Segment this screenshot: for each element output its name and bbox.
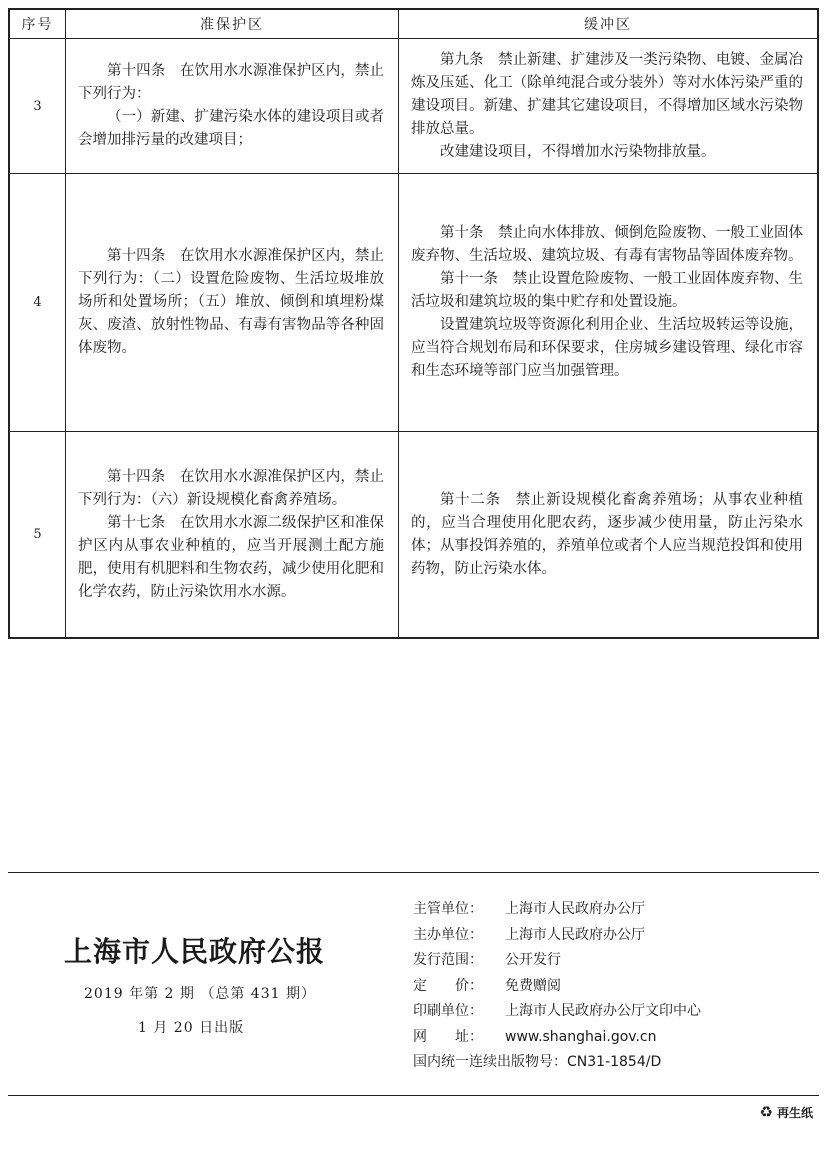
row-number: 3: [10, 39, 66, 173]
info-label: 发行范围：: [413, 952, 483, 968]
info-line: [413, 897, 701, 923]
paragraph: 第九条 禁止新建、扩建涉及一类污染物、电镀、金属冶炼及压延、化工（除单纯混合或分装外）等对水体污染严重的建设项目。新建、扩建其它建设项目，不得增加区域水污染物排放总量。: [411, 51, 803, 137]
publication-date: 1 月 20 日出版: [138, 1020, 245, 1036]
info-value: 公开发行: [505, 952, 561, 968]
info-line: [413, 1025, 701, 1051]
buffer-zone-cell: [399, 174, 817, 431]
recycled-label: 再生纸: [776, 1106, 813, 1120]
recycle-icon: ♻: [759, 1103, 773, 1121]
info-label: 定 价：: [413, 977, 483, 994]
paragraph: 第十四条 在饮用水水源准保护区内，禁止下列行为：（二）设置危险废物、生活垃圾堆放场所和处置场所；（五）堆放、倾倒和填埋粉煤灰、废渣、放射性物品、有毒有害物品等各种固体废物。: [78, 248, 384, 356]
paragraph: 改建建设项目，不得增加水污染物排放量。: [440, 143, 716, 160]
paragraph: 第十四条 在饮用水水源准保护区内，禁止下列行为：: [78, 63, 384, 102]
regulation-table: [8, 8, 819, 639]
protection-zone-cell: [66, 432, 399, 637]
info-value: CN31-1854/D: [567, 1054, 662, 1070]
header-buffer-zone: 缓冲区: [584, 17, 632, 33]
paragraph: （一）新建、扩建污染水体的建设项目或者会增加排污量的改建项目；: [78, 109, 384, 148]
info-line: [413, 1050, 701, 1076]
info-line: [413, 948, 701, 974]
info-label: 国内统一连续出版物号：: [413, 1054, 567, 1070]
protection-zone-cell: [66, 39, 399, 173]
info-label: 网 址：: [413, 1028, 483, 1045]
info-line: [413, 999, 701, 1025]
issue-number: 2019 年第 2 期 （总第 431 期）: [84, 986, 316, 1002]
paragraph: 设置建筑垃圾等资源化利用企业、生活垃圾转运等设施，应当符合规划布局和环保要求，住房城乡建设管理、绿化市容和生态环境等部门应当加强管理。: [411, 317, 803, 379]
paragraph: 第十二条 禁止新设规模化畜禽养殖场；从事农业种植的，应当合理使用化肥农药，逐步减少使用量，防止污染水体；从事投饵养殖的，养殖单位或者个人应当规范投饵和使用药物，防止污染水体。: [411, 491, 803, 577]
info-line: [413, 974, 701, 1000]
paragraph: 第十条 禁止向水体排放、倾倒危险废物、一般工业固体废弃物、生活垃圾、建筑垃圾、有毒有害物品等固体废弃物。: [411, 225, 803, 264]
info-line: [413, 923, 701, 949]
row-number: 5: [10, 432, 66, 637]
info-value: 上海市人民政府办公厅: [505, 926, 645, 943]
table-header: [10, 10, 817, 38]
table-row: [10, 431, 817, 637]
publication-info: [413, 897, 701, 1076]
header-protection-zone: 准保护区: [66, 10, 399, 38]
paragraph: 第十一条 禁止设置危险废物、一般工业固体废弃物、生活垃圾和建筑垃圾的集中贮存和处置设施。: [411, 271, 803, 310]
buffer-zone-cell: [399, 39, 817, 173]
info-label: 印刷单位：: [413, 1003, 483, 1019]
recycled-paper-mark: [760, 1104, 813, 1121]
table-row: [10, 38, 817, 173]
info-value: 上海市人民政府办公厅: [505, 901, 645, 917]
info-value: 上海市人民政府办公厅文印中心: [505, 1003, 701, 1019]
paragraph: 第十七条 在饮用水水源二级保护区和准保护区内从事农业种植的，应当开展测土配方施肥，使用有机肥料和生物农药，减少使用化肥和化学农药，防止污染饮用水水源。: [78, 514, 384, 600]
info-value: 免费赠阅: [505, 977, 561, 994]
info-label: 主办单位：: [413, 926, 483, 943]
row-number: 4: [10, 174, 66, 431]
table-row: [10, 173, 817, 431]
header-number: 序号: [10, 10, 66, 38]
masthead-top-rule: [8, 872, 819, 873]
protection-zone-cell: [66, 174, 399, 431]
publication-title: 上海市人民政府公报: [64, 935, 326, 968]
buffer-zone-cell: [399, 432, 817, 637]
masthead-bottom-rule: [8, 1095, 819, 1096]
info-label: 主管单位：: [413, 901, 483, 917]
info-value: www.shanghai.gov.cn: [505, 1028, 657, 1045]
paragraph: 第十四条 在饮用水水源准保护区内，禁止下列行为：（六）新设规模化畜禽养殖场。: [78, 468, 384, 508]
